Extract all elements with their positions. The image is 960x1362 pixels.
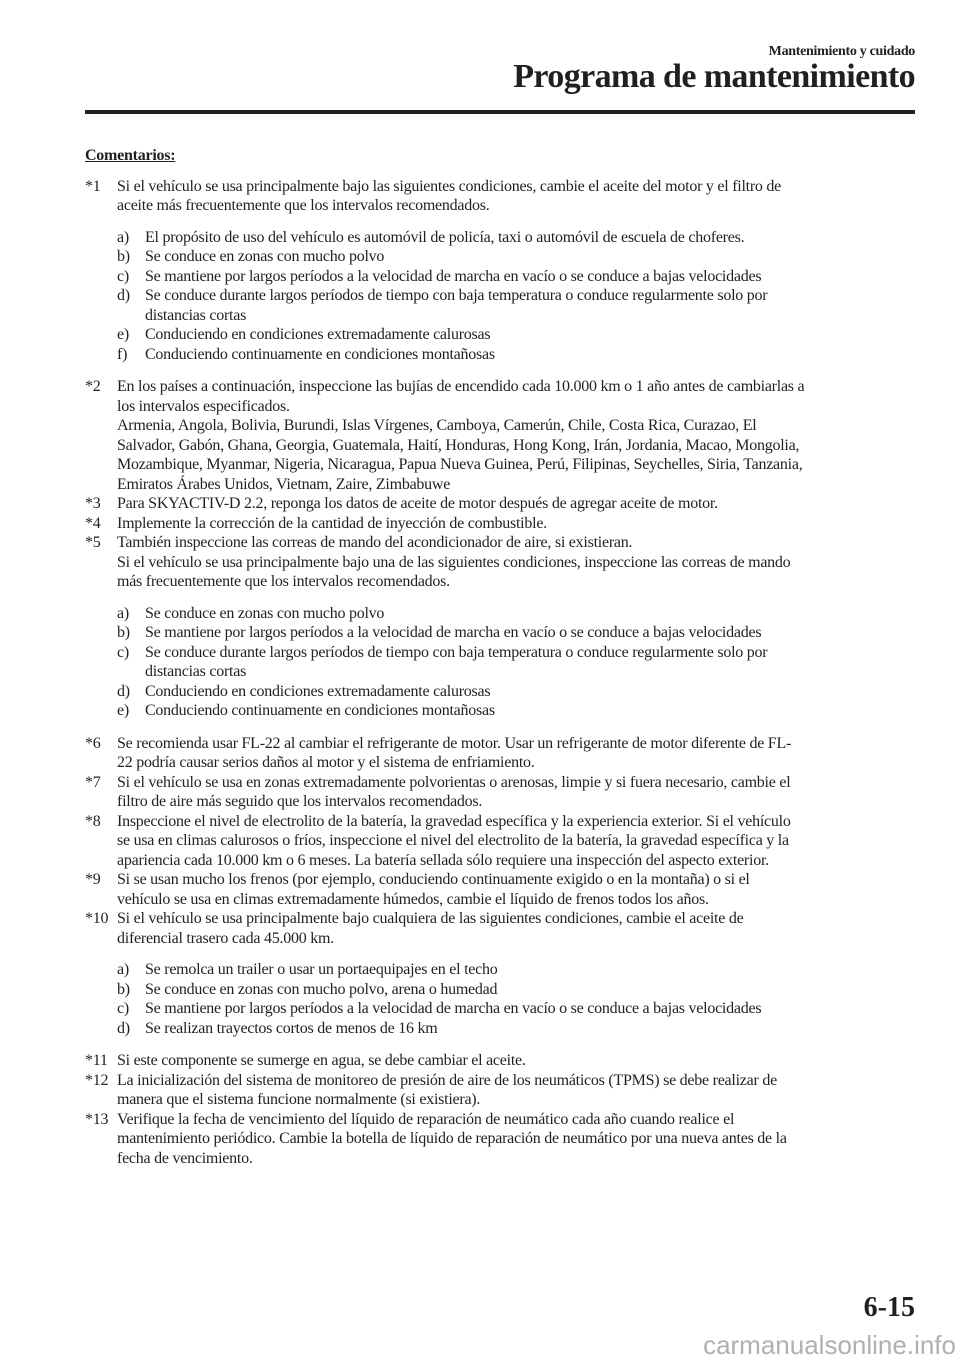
- condition-label: d): [117, 1019, 130, 1037]
- condition-item: [117, 325, 925, 345]
- footnote-text-line: Salvador, Gabón, Ghana, Georgia, Guatemala, Haití, Honduras, Hong Kong, Irán, Jordania, Macao, Mongolia,: [117, 436, 800, 454]
- footnote-item: [85, 1110, 925, 1169]
- condition-text-line: Conduciendo continuamente en condiciones montañosas: [145, 702, 495, 719]
- footnote-marker: *6: [85, 734, 101, 752]
- condition-item: [117, 247, 925, 267]
- condition-text-line: Se conduce en zonas con mucho polvo: [145, 248, 385, 265]
- condition-text-line: Se realizan trayectos cortos de menos de 16 km: [145, 1019, 438, 1037]
- condition-item: [117, 682, 925, 702]
- footnote-marker: *8: [85, 812, 101, 830]
- footnote-item: [85, 377, 925, 494]
- footnote-marker: *4: [85, 514, 101, 532]
- condition-text-line: Conduciendo continuamente en condiciones montañosas: [145, 345, 495, 363]
- footnote-text-line: Inspeccione el nivel de electrolito de la batería, la gravedad específica y la experiencia exterior. Si el vehículo: [117, 812, 791, 830]
- notes-list: [85, 177, 925, 1169]
- condition-text-line: Se mantiene por largos períodos a la velocidad de marcha en vacío o se conduce a bajas velocidades: [145, 267, 762, 285]
- condition-label: c): [117, 1000, 129, 1017]
- condition-label: e): [117, 702, 129, 719]
- footnote-text-line: Para SKYACTIV-D 2.2, reponga los datos de aceite de motor después de agregar aceite de motor.: [117, 495, 718, 512]
- footnote-marker: *11: [85, 1052, 108, 1069]
- condition-label: d): [117, 682, 130, 700]
- footnote-item: [85, 812, 925, 871]
- footnote-text-line: apariencia cada 10.000 km o 6 meses. La batería sellada sólo requiere una inspección del aspecto exterior.: [117, 851, 769, 869]
- condition-label: a): [117, 228, 129, 246]
- condition-label: a): [117, 961, 129, 978]
- footnote-marker: *9: [85, 871, 101, 888]
- page-title: Programa de mantenimiento: [513, 58, 915, 95]
- footnote-text-line: fecha de vencimiento.: [117, 1149, 253, 1167]
- footnote-text-line: Mozambique, Myanmar, Nigeria, Nicaragua, Papua Nueva Guinea, Perú, Filipinas, Seychelles, Siria, Tanzania,: [117, 456, 803, 473]
- footnote-text-line: mantenimiento periódico. Cambie la botella de líquido de reparación de neumático por una nueva antes de la: [117, 1130, 787, 1147]
- condition-item: [117, 345, 925, 365]
- footnote-text-line: Si el vehículo se usa principalmente bajo cualquiera de las siguientes condiciones, cambie el aceite de: [117, 910, 744, 927]
- footnote-marker: *1: [85, 177, 101, 195]
- footnote-text-line: También inspeccione las correas de mando del acondicionador de aire, si existieran.: [117, 534, 633, 551]
- condition-text-line: Conduciendo en condiciones extremadamente calurosas: [145, 326, 491, 343]
- condition-label: d): [117, 287, 130, 304]
- condition-text-line: distancias cortas: [145, 663, 247, 680]
- condition-text-line: Se mantiene por largos períodos a la velocidad de marcha en vacío o se conduce a bajas velocidades: [145, 1000, 762, 1017]
- condition-label: c): [117, 267, 129, 285]
- condition-list: [117, 604, 925, 721]
- footnote-item: [85, 870, 925, 909]
- watermark: carmanualsonline.info: [703, 1330, 956, 1360]
- notes-content: [85, 146, 925, 1168]
- footnote-item: [85, 734, 925, 773]
- condition-text-line: distancias cortas: [145, 306, 247, 324]
- footnote-text-line: Armenia, Angola, Bolivia, Burundi, Islas Vírgenes, Camboya, Camerún, Chile, Costa Rica, Curazao, El: [117, 417, 757, 434]
- condition-text-line: Conduciendo en condiciones extremadamente calurosas: [145, 682, 491, 700]
- footnote-text-line: La inicialización del sistema de monitoreo de presión de aire de los neumáticos (TPMS) se debe realizar de: [117, 1071, 777, 1089]
- condition-label: e): [117, 326, 129, 343]
- condition-list: [117, 960, 925, 1038]
- condition-item: [117, 1019, 925, 1039]
- footnote-text-line: manera que el sistema funcione normalmente (si existiera).: [117, 1091, 481, 1108]
- page-number: 6-15: [863, 1292, 915, 1323]
- condition-item: [117, 643, 925, 682]
- footnote-text-line: Si se usan mucho los frenos (por ejemplo, conduciendo continuamente exigido o en la montaña) o si el: [117, 871, 750, 888]
- footnote-text-line: Emiratos Árabes Unidos, Vietnam, Zaire, Zimbabuwe: [117, 475, 451, 493]
- footnote-item: [85, 1051, 925, 1071]
- condition-list: [117, 228, 925, 365]
- footnote-text-line: Verifique la fecha de vencimiento del líquido de reparación de neumático cada año cuando realice el: [117, 1110, 735, 1128]
- footnote-item: [85, 494, 925, 514]
- footnote-text-line: más frecuentemente que los intervalos recomendados.: [117, 573, 450, 590]
- footnote-marker: *10: [85, 910, 109, 927]
- footnote-text-line: los intervalos especificados.: [117, 397, 290, 415]
- condition-label: b): [117, 624, 130, 641]
- footnote-item: [85, 177, 925, 365]
- footnote-text-line: se usa en climas calurosos o fríos, inspeccione el nivel del electrolito de la batería, la gravedad específica y la: [117, 832, 789, 849]
- footnote-text-line: diferencial trasero cada 45.000 km.: [117, 929, 334, 947]
- footnote-item: [85, 533, 925, 721]
- condition-text-line: Se conduce en zonas con mucho polvo: [145, 604, 385, 622]
- footnote-text-line: Si este componente se sumerge en agua, se debe cambiar el aceite.: [117, 1052, 526, 1069]
- footnote-text-line: Si el vehículo se usa en zonas extremadamente polvorientas o arenosas, limpie y si fuera necesario, cambie el: [117, 773, 791, 791]
- footnote-marker: *7: [85, 773, 101, 791]
- condition-label: c): [117, 643, 129, 661]
- condition-text-line: Se conduce en zonas con mucho polvo, arena o humedad: [145, 980, 498, 998]
- comments-heading: Comentarios:: [85, 147, 176, 164]
- footnote-marker: *3: [85, 495, 101, 512]
- footnote-item: [85, 773, 925, 812]
- condition-item: [117, 960, 925, 980]
- footnote-marker: *12: [85, 1071, 109, 1089]
- condition-item: [117, 267, 925, 287]
- condition-item: [117, 980, 925, 1000]
- footnote-text-line: En los países a continuación, inspeccione las bujías de encendido cada 10.000 km o 1 año antes de cambiarlas a: [117, 378, 805, 395]
- condition-text-line: Se mantiene por largos períodos a la velocidad de marcha en vacío o se conduce a bajas velocidades: [145, 624, 762, 641]
- footnote-text-line: Si el vehículo se usa principalmente bajo una de las siguientes condiciones, inspeccione las correas de mando: [117, 553, 791, 571]
- footnote-text-line: vehículo se usa en climas extremadamente húmedos, cambie el líquido de frenos todos los años.: [117, 890, 709, 908]
- footnote-text-line: 22 podría causar serios daños al motor y el sistema de enfriamiento.: [117, 754, 535, 771]
- condition-label: a): [117, 604, 129, 622]
- condition-label: b): [117, 248, 130, 265]
- footnote-item: [85, 909, 925, 1038]
- condition-label: f): [117, 345, 128, 363]
- condition-label: b): [117, 980, 130, 998]
- condition-text-line: Se conduce durante largos períodos de tiempo con baja temperatura o conduce regularmente solo por: [145, 643, 768, 661]
- header-divider: [85, 110, 915, 114]
- condition-item: [117, 999, 925, 1019]
- footnote-text-line: aceite más frecuentemente que los intervalos recomendados.: [117, 197, 490, 214]
- condition-item: [117, 604, 925, 624]
- footnote-text-line: Se recomienda usar FL-22 al cambiar el refrigerante de motor. Usar un refrigerante de motor diferente de FL-: [117, 734, 792, 752]
- footnote-item: [85, 1071, 925, 1110]
- footnote-text-line: Implemente la corrección de la cantidad de inyección de combustible.: [117, 514, 547, 532]
- footnote-marker: *5: [85, 534, 101, 551]
- condition-item: [117, 228, 925, 248]
- footnote-marker: *13: [85, 1110, 109, 1128]
- footnote-item: [85, 514, 925, 534]
- footnote-text-line: Si el vehículo se usa principalmente bajo las siguientes condiciones, cambie el aceite del motor y el filtro de: [117, 177, 782, 195]
- condition-item: [117, 623, 925, 643]
- footnote-text-line: filtro de aire más seguido que los intervalos recomendados.: [117, 793, 483, 810]
- condition-text-line: Se remolca un trailer o usar un portaequipajes en el techo: [145, 961, 498, 978]
- section-label: Mantenimiento y cuidado: [768, 44, 915, 59]
- condition-text-line: Se conduce durante largos períodos de tiempo con baja temperatura o conduce regularmente solo por: [145, 287, 768, 304]
- condition-item: [117, 286, 925, 325]
- condition-text-line: El propósito de uso del vehículo es automóvil de policía, taxi o automóvil de escuela de choferes.: [145, 228, 745, 246]
- condition-item: [117, 701, 925, 721]
- footnote-marker: *2: [85, 378, 101, 395]
